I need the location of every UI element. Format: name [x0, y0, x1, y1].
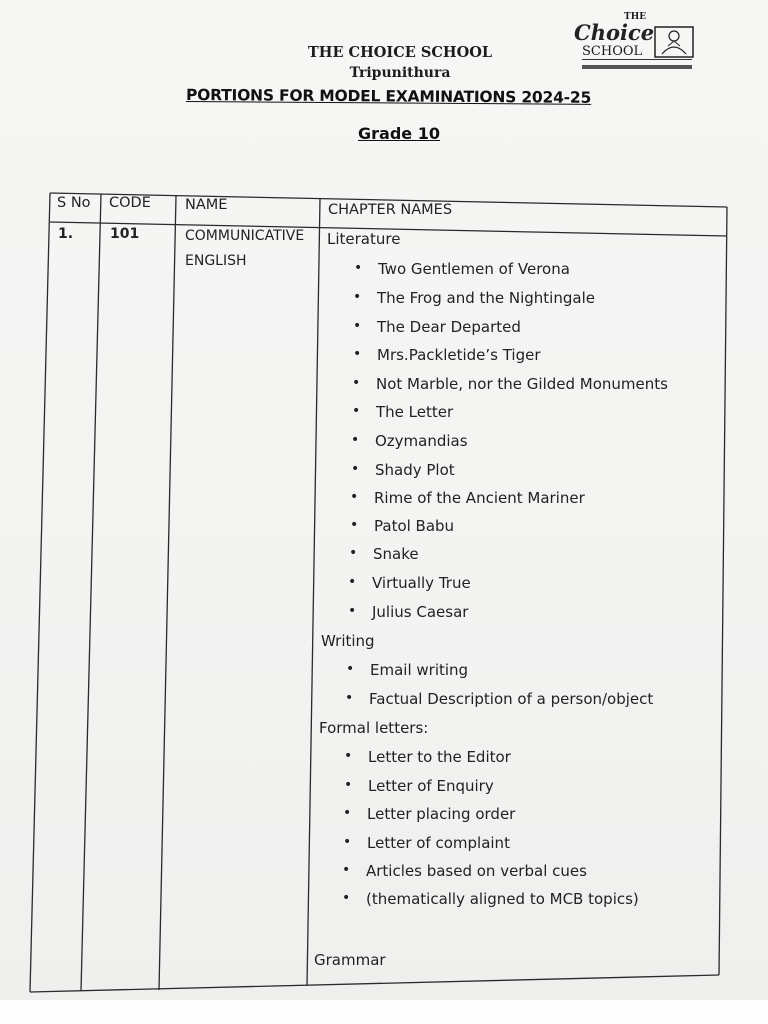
document-title: PORTIONS FOR MODEL EXAMINATIONS 2024-25 — [185, 86, 592, 107]
section-literature: Literature — [327, 230, 401, 248]
list-item: • Letter of complaint — [367, 834, 510, 852]
logo-school-text: SCHOOL — [582, 44, 643, 59]
section-formal-letters: Formal letters: — [319, 719, 429, 737]
logo-the-text: THE — [624, 12, 647, 22]
list-item: • Rime of the Ancient Mariner — [374, 489, 585, 507]
list-item: • Not Marble, nor the Gilded Monuments — [376, 375, 668, 393]
list-item: • Letter of Enquiry — [368, 777, 494, 795]
section-grammar: Grammar — [314, 951, 386, 969]
list-item: • Ozymandias — [375, 432, 468, 450]
list-item: • Julius Caesar — [372, 603, 468, 621]
section-writing: Writing — [321, 632, 375, 650]
list-item: • Articles based on verbal cues — [366, 862, 587, 880]
school-location: Tripunithura — [349, 65, 451, 81]
list-item: • Shady Plot — [375, 461, 455, 479]
header-name: NAME — [185, 197, 228, 213]
school-name: THE CHOICE SCHOOL — [307, 44, 493, 61]
list-item: • Factual Description of a person/object — [369, 690, 653, 708]
list-item: • The Dear Departed — [377, 318, 521, 336]
list-item: • Two Gentlemen of Verona — [378, 260, 570, 278]
list-item: • Patol Babu — [374, 517, 454, 535]
list-item: • Letter to the Editor — [368, 748, 511, 766]
row-sno: 1. — [58, 226, 74, 242]
header-code: CODE — [109, 195, 151, 211]
list-item: • (thematically aligned to MCB topics) — [366, 890, 639, 908]
header-chapter-names: CHAPTER NAMES — [328, 202, 453, 218]
logo-choice-text: Choice — [574, 20, 655, 45]
row-subject-name-line2: ENGLISH — [185, 253, 247, 269]
list-item: • Snake — [373, 545, 419, 563]
row-subject-name-line1: COMMUNICATIVE — [185, 228, 305, 244]
list-item: • Virtually True — [372, 574, 471, 592]
header-sno: S No — [57, 195, 91, 211]
scan-footer — [0, 1000, 768, 1024]
grade-heading: Grade 10 — [358, 124, 440, 143]
list-item: • The Letter — [376, 403, 453, 421]
list-item: • The Frog and the Nightingale — [377, 289, 595, 307]
list-item: • Letter placing order — [367, 805, 515, 823]
list-item: • Mrs.Packletide’s Tiger — [377, 346, 541, 364]
list-item: • Email writing — [370, 661, 468, 679]
row-code: 101 — [110, 226, 140, 242]
